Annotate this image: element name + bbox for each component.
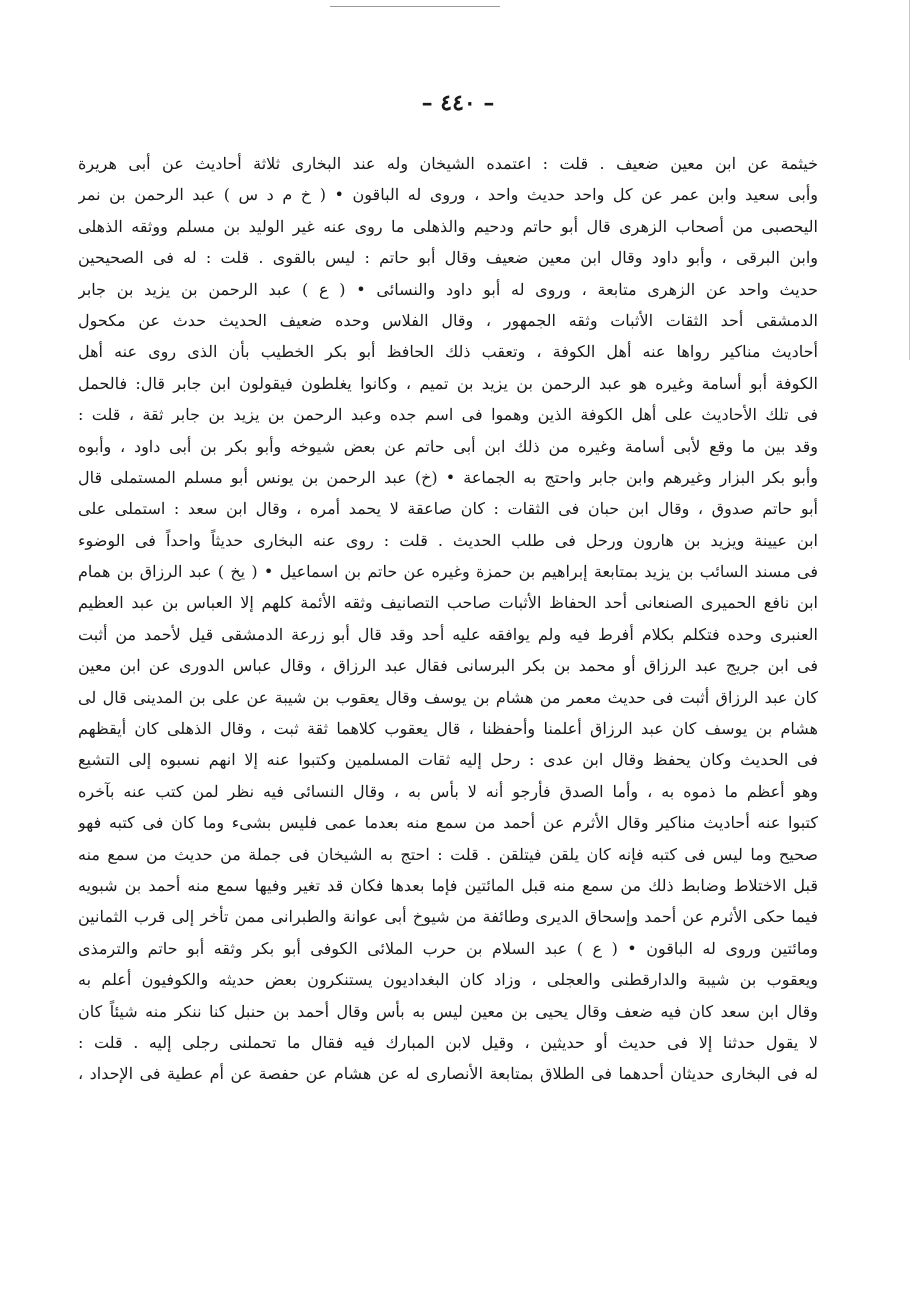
text-line: كتبوا عنه أحاديث مناكير وقال الأثرم عن أحمد من سمع منه بعدما عمى فليس بشىء وما كان فى كتبه فهو	[78, 813, 818, 833]
text-line: فى تلك الأحاديث على أهل الكوفة الذين وهموا فى اسم جده وعبد الرحمن بن يزيد بن جابر ثقة ، قلت :	[78, 405, 818, 425]
text-line: له فى البخارى حديثان أحدهما فى الطلاق بمتابعة الأنصارى له عن هشام عن حفصة عن أم عطية فى الإحداد ،	[78, 1064, 818, 1084]
text-line: أحاديث مناكير رواها عنه أهل الكوفة ، وتعقب ذلك الحافظ أبو بكر الخطيب بأن الذى روى عنه أهل	[78, 342, 818, 362]
text-line: وقد بين ما وقع لأبى أسامة وغيره من ذلك ابن أبى حاتم عن بعض شيوخه وأبو بكر بن أبى داود ، وأبوه	[78, 436, 818, 456]
text-line: اليحصبى من أصحاب الزهرى قال أبو حاتم ودحيم والذهلى ما روى عنه غير الوليد بن مسلم ووثقه الذهلى	[78, 216, 818, 236]
body-text	[78, 148, 818, 1090]
text-line: فى مسند السائب بن يزيد بمتابعة إبراهيم بن حمزة وغيره عن حاتم بن اسماعيل • ( يخ ) عبد الرزاق بن همام	[78, 562, 818, 582]
binding-edge	[909, 0, 910, 360]
text-line: وقال ابن سعد كان فيه ضعف وقال يحيى بن معين ليس به بأس وقال أحمد بن حنبل كنا ننكر منه شيئاً كان	[78, 1001, 818, 1021]
text-line: وابن البرقى ، وأبو داود وقال ابن معين ضعيف وقال أبو حاتم : ليس بالقوى . قلت : له فى الصحيحين	[78, 248, 818, 268]
text-line: فيما حكى الأثرم عن أحمد وإسحاق الديرى وطائفة من شيوخ أبى عوانة والطبرانى ممن تأخر إلى قرب الثمانين	[78, 907, 818, 927]
text-line: صحيح وما ليس فى كتبه فإنه كان يلقن فيتلقن . قلت : احتج به الشيخان فى جملة من حديث من سمع منه	[78, 844, 818, 864]
text-line: العنبرى وحده فتكلم بكلام أفرط فيه ولم يوافقه عليه أحد وقد قال أبو زرعة الدمشقى قيل لأحمد من أثبت	[78, 624, 818, 644]
text-line: خيثمة عن ابن معين ضعيف . قلت : اعتمده الشيخان وله عند البخارى ثلاثة أحاديث عن أبى هريرة	[78, 154, 818, 173]
text-line: ابن عيينة ويزيد بن هارون ورحل فى طلب الحديث . قلت : روى عنه البخارى حديثاً واحداً فى الوضوء	[78, 530, 818, 550]
text-line: الكوفة أبو أسامة وغيره هو عبد الرحمن بن يزيد بن تميم ، وكانوا يغلطون فيقولون ابن جابر قال: فالحمل	[78, 373, 818, 393]
text-line: كان عبد الرزاق أثبت فى حديث معمر من هشام بن يوسف وقال يعقوب بن شيبة عن على بن المدينى قال لى	[78, 687, 818, 707]
text-line: أبو حاتم صدوق ، وقال ابن حبان فى الثقات : كان صاعقة لا يحمد أمره ، وقال ابن سعد : استملى على	[78, 499, 818, 519]
text-line: ويعقوب بن شيبة والدارقطنى والعجلى ، وزاد كان البغداديون يستنكرون بعض حديثه والكوفيون أعلم به	[78, 970, 818, 990]
text-line: لا يقول حدثنا إلا فى حديث أو حديثين ، وقيل لابن المبارك فيه فقال ما تحملنى رجلى إليه . قلت :	[78, 1032, 818, 1052]
text-line: ابن نافع الحميرى الصنعانى أحد الحفاظ الأثبات صاحب التصانيف وثقه الأئمة كلهم إلا العباس بن عبد العظيم	[78, 593, 818, 613]
text-line: الدمشقى أحد الثقات الأثبات وثقه الجمهور ، وقال الفلاس وحده ضعيف الحديث حدث عن مكحول	[78, 310, 818, 330]
text-line: هشام بن يوسف كان عبد الرزاق أعلمنا وأحفظنا ، قال يعقوب كلاهما ثقة ثبت ، وقال الذهلى كان أيقظهم	[78, 719, 818, 739]
text-line: وهو أعظم ما ذموه به ، وأما الصدق فأرجو أنه لا بأس به ، وقال النسائى فيه نظر لمن كتب عنه بآخره	[78, 781, 818, 801]
text-line: فى ابن جريج عبد الرزاق أو محمد بن بكر البرسانى فقال عبد الرزاق ، وقال عباس الدورى عن ابن معين	[78, 656, 818, 676]
text-line: ومائتين وروى له الباقون • ( ع ) عبد السلام بن حرب الملائى الكوفى أبو بكر وثقه أبو حاتم والترمذى	[78, 938, 818, 958]
top-rule	[330, 6, 500, 7]
text-line: فى الحديث وكان يحفظ وقال ابن عدى : رحل إليه ثقات المسلمين وكتبوا عنه إلا انهم نسبوه إلى التشيع	[78, 750, 818, 770]
text-line: وأبى سعيد وابن عمر عن كل واحد حديث واحد ، وروى له الباقون • ( خ م د س ) عبد الرحمن بن نمر	[78, 185, 818, 205]
text-line: وأبو بكر البزار وغيرهم وابن جابر واحتج به الجماعة • (خ) عبد الرحمن بن يونس أبو مسلم المستملى قال	[78, 467, 818, 487]
text-line: قبل الاختلاط وضابط ذلك من سمع منه قبل المائتين فإما بعدها فكان قد تغير وفيها سمع منه أحمد بن شبويه	[78, 875, 818, 895]
page-number: – ٤٤٠ –	[421, 90, 495, 116]
text-line: حديث واحد عن الزهرى متابعة ، وروى له أبو داود والنسائى • ( ع ) عبد الرحمن بن يزيد بن جابر	[78, 279, 818, 299]
